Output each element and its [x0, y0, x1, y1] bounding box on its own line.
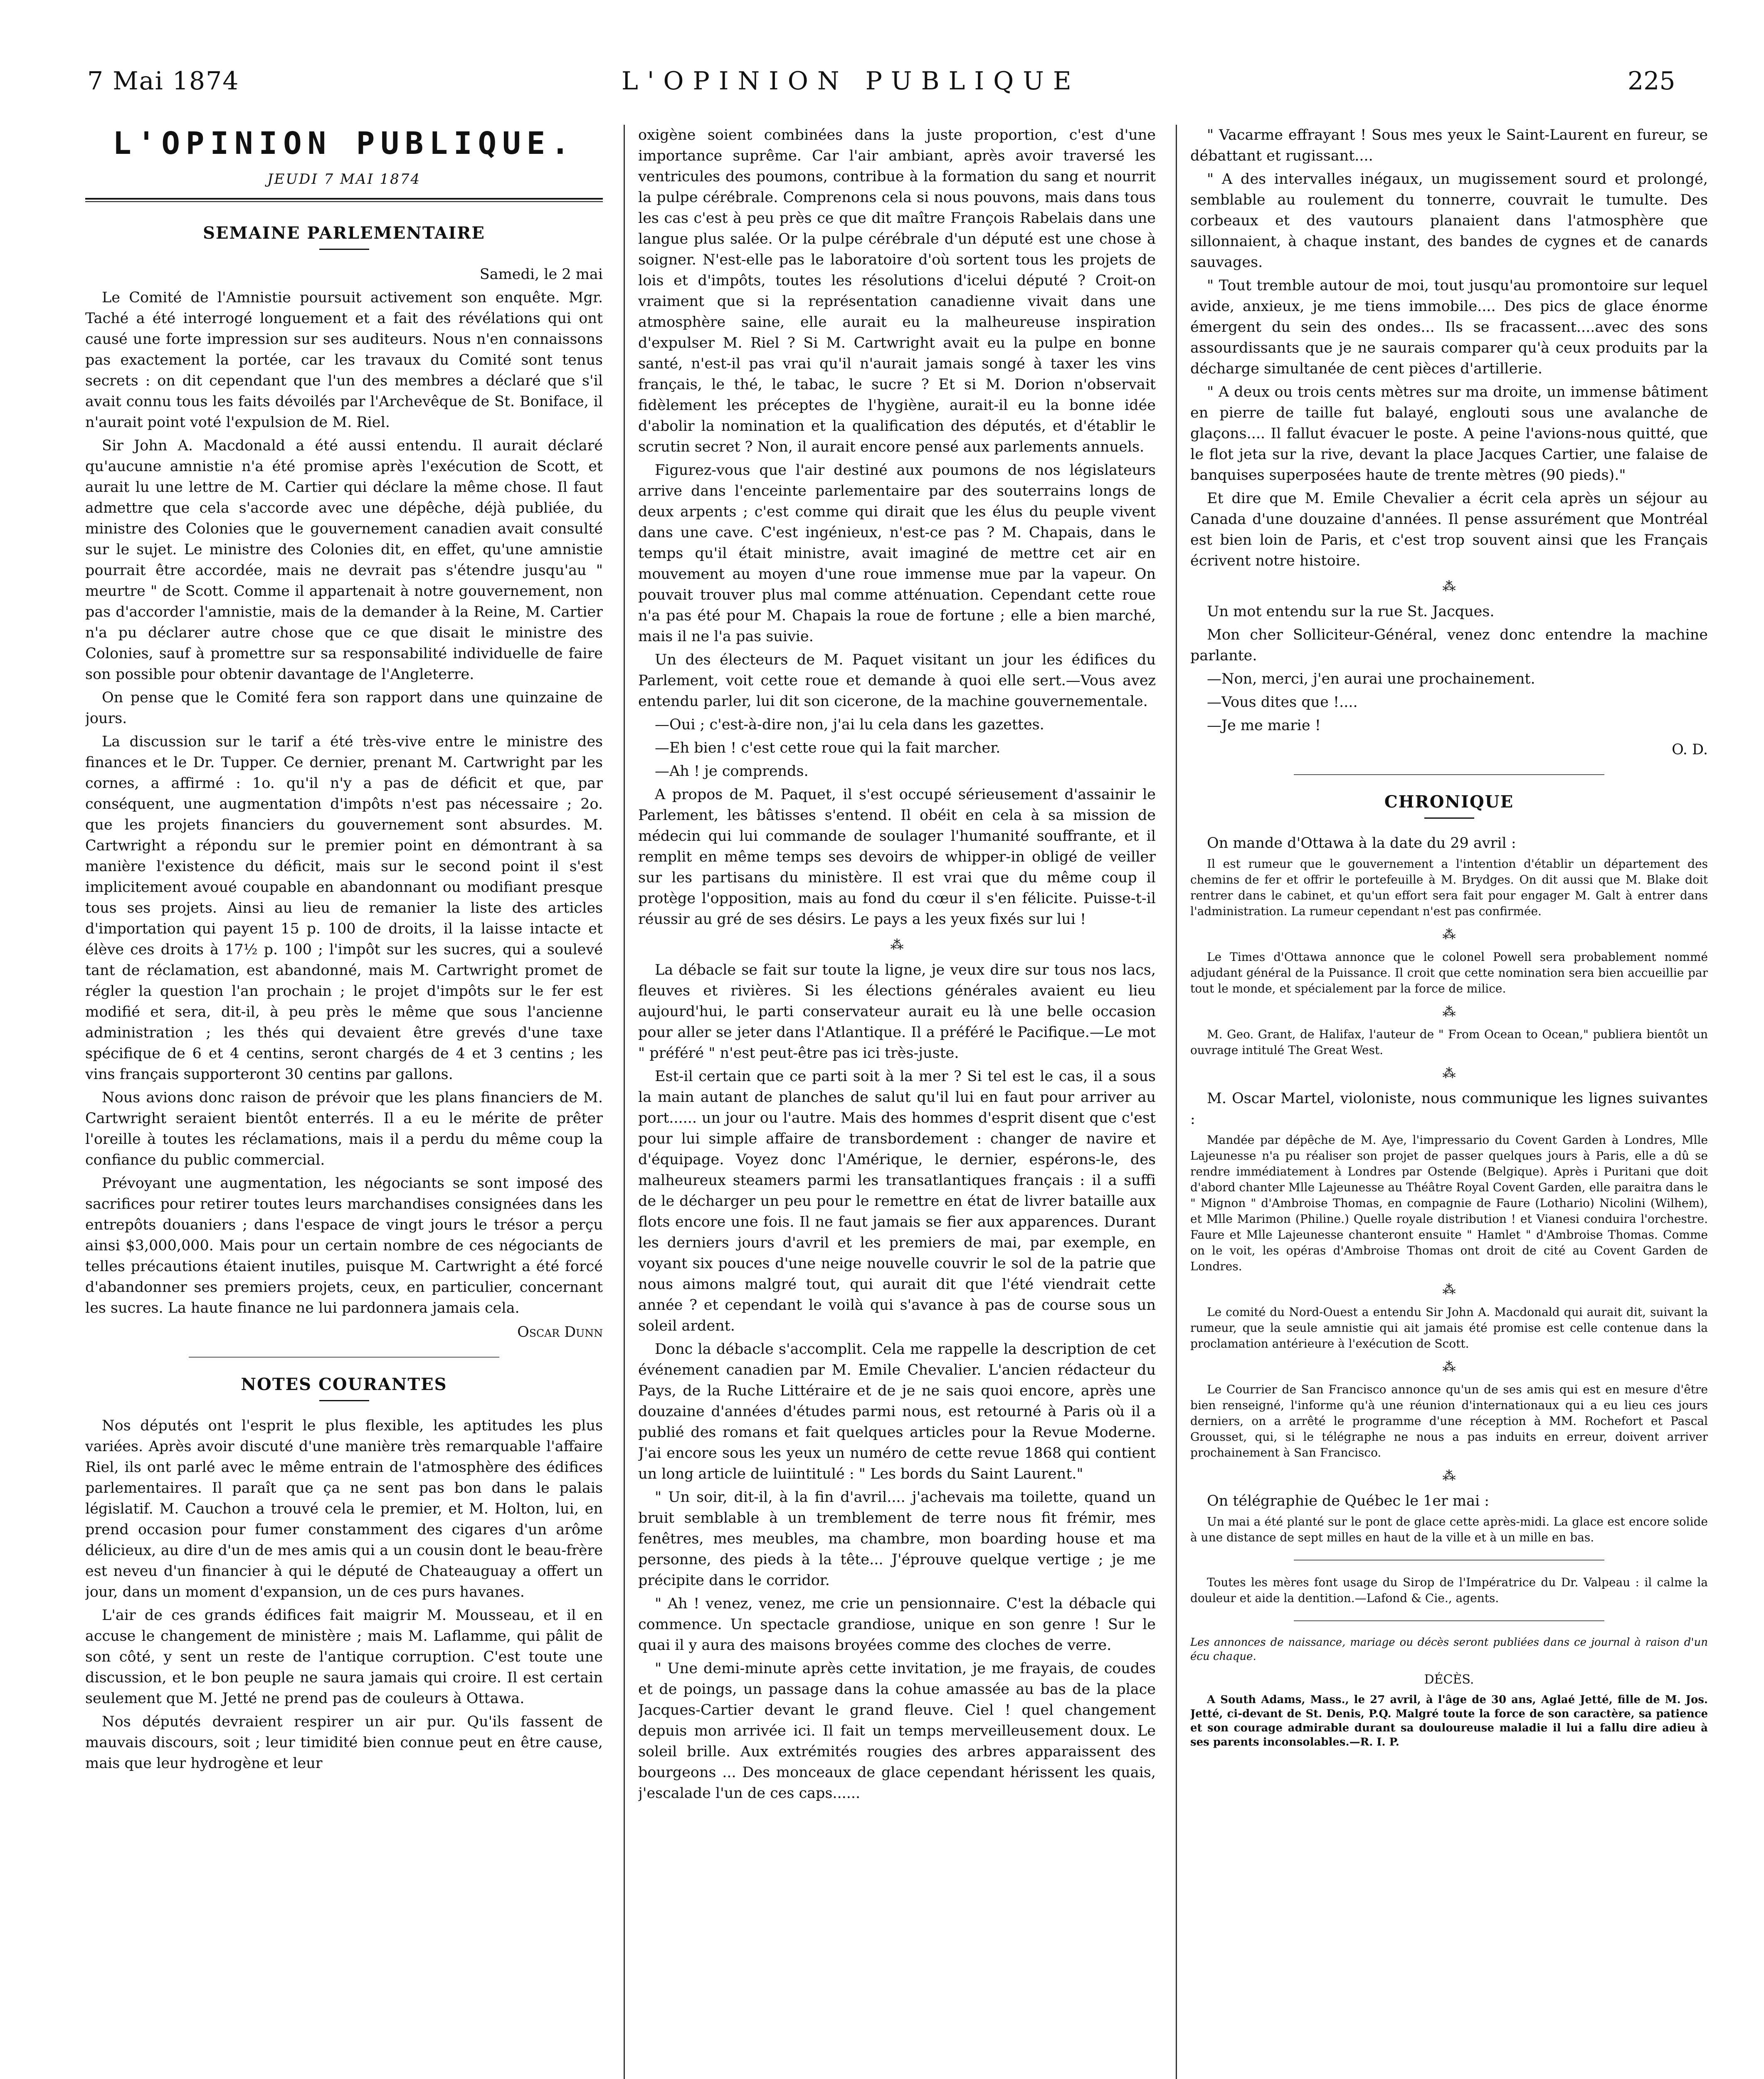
- semaine-signature: Oscar Dunn: [517, 1324, 603, 1341]
- notes-paragraph: La débacle se fait sur toute la ligne, je veux dire sur tous nos lacs, fleuves et rivières. Si les élections générales avaient eu lieu aujourd'hui, le parti conservateur aurait eu là une belle occasion pour aller se jeter dans l'Atlantique. Il a préféré le Pacifique.—Le mot " préféré " n'est peut-être pas ici très-juste.: [638, 962, 1156, 1062]
- semaine-paragraph: Le Comité de l'Amnistie poursuit activement son enquête. Mgr. Taché a été interrogé longuement et a fait des révélations qui ont causé une forte impression sur ses auditeurs. Nous n'en connaissons pas exactement la portée, car les travaux du Comité sont tenus secrets : on dit cependant que l'un des membres a déclaré que s'il avait connu tous les faits dévoilés par l'Archevêque de St. Boniface, il n'aurait point voté l'expulsion de M. Riel.: [85, 289, 603, 431]
- notes-paragraph: Un des électeurs de M. Paquet visitant un jour les édifices du Parlement, voit cette roue et demande à quoi elle sert.—Vous avez entendu parler, lui dit son cicerone, de la machine gouvernementale.: [638, 652, 1156, 710]
- column-divider-2: [1176, 125, 1177, 2079]
- notes-paragraph: A propos de M. Paquet, il s'est occupé sérieusement d'assainir le Parlement, les bâtisses s'entend. Il obéit en cela à sa mission de médecin qui lui commande de soulager l'humanité souffrante, et il remplit en même temps ses devoirs de whipper-in obligé de veiller sur les partisans du ministère. Il est vrai que du même coup il protège l'opposition, mais au fond du cœur il s'en félicite. Puisse-t-il réussir au gré de ses désirs. Le pays a les yeux fixés sur lui !: [638, 786, 1156, 928]
- quotation-paragraph: " Ah ! venez, venez, me crie un pensionnaire. C'est la débacle qui commence. Un spectacle grandiose, unique en son genre ! Sur le quai il y aura des maisons broyées comme des cloches de verre.: [638, 1595, 1156, 1654]
- asterism-separator: ⁂: [1442, 1065, 1456, 1081]
- quotation-paragraph: " Tout tremble autour de moi, tout jusqu'au promontoire sur lequel avide, anxieux, je me tiens immobile.... Des pics de glace énorme émergent du sein des ondes... Ils se fracassent....avec des sons assourdissants que je ne saurais comparer qu'à ceux produits par la décharge simultanée de cent pièces d'artillerie.: [1190, 277, 1708, 377]
- chronique-paragraph: M. Geo. Grant, de Halifax, l'auteur de " From Ocean to Ocean," publiera bientôt un ouvrage intitulé The Great West.: [1190, 1027, 1708, 1057]
- asterism-separator: ⁂: [1442, 578, 1456, 594]
- section-divider: [189, 1357, 499, 1358]
- asterism-separator: ⁂: [1442, 1004, 1456, 1020]
- notes-paragraph: L'air de ces grands édifices fait maigrir M. Mousseau, et il en accuse le changement de ministère ; mais M. Laflamme, qui pâlit de son côté, y sent un reste de l'antique corruption. C'est toute une discussion, et le bon peuple ne saura jamais qui croire. Il est certain seulement que M. Jetté ne prend pas de couleurs à Ottawa.: [85, 1607, 603, 1707]
- title-rule: [319, 249, 369, 250]
- chronique-paragraph: Il est rumeur que le gouvernement a l'intention d'établir un département des chemins de fer et offrir le portefeuille à M. Brydges. On dit aussi que M. Blake doit rentrer dans le cabinet, et qu'un effort sera fait pour engager M. Galt à entrer dans l'administration. La rumeur cependant n'est pas confirmée.: [1190, 857, 1708, 918]
- section-divider: [1294, 774, 1604, 775]
- quotation-paragraph: " A deux ou trois cents mètres sur ma droite, un immense bâtiment en pierre de taille fut balayé, englouti sous une avalanche de glaçons.... Il fallut évacuer le poste. A peine l'avions-nous quitté, que le flot jeta sur la rive, devant la place Jacques Cartier, une falaise de banquises superposées haute de trente mètres (90 pieds).": [1190, 384, 1708, 484]
- asterism-separator: ⁂: [1442, 1468, 1456, 1484]
- asterism-separator: ⁂: [1442, 926, 1456, 942]
- notes-paragraph: Nos députés devraient respirer un air pur. Qu'ils fassent de mauvais discours, soit ; leur timidité bien connue peut en être cause, mais que leur hydrogène et leur: [85, 1714, 603, 1772]
- asterism-separator: ⁂: [890, 937, 904, 953]
- dialogue-line: —Je me marie !: [1207, 717, 1321, 734]
- semaine-paragraph: La discussion sur le tarif a été très-vive entre le ministre des finances et le Dr. Tupper. Ce dernier, prenant M. Cartwright par les cornes, a affirmé : 1o. qu'il n'y a pas de déficit et que, par conséquent, une augmentation d'impôts n'est pas nécessaire ; 2o. que les projets financiers du gouvernement sont absurdes. M. Cartwright a répondu sur le premier point en démontrant à sa manière l'existence du déficit, mais sur le second point il s'est implicitement avoué coupable en abandonnant ou modifiant presque tous ses projets. Ainsi au lieu de remanier la liste des articles d'importation qui payent 15 p. 100 de droits, il la laisse intacte et élève ces droits à 17½ p. 100 ; l'impôt sur les sucres, qui a soulevé tant de réclamation, est abandonné, mais M. Cartwright promet de régler la question l'an prochain ; le projet d'impôts sur le fer est modifié et sera, dit-il, à peu près le même que sous l'ancienne administration ; les thés qui devaient être grevés d'une taxe spécifique de 6 et 4 centins, seront chargés de 4 et 3 centins ; les vins français supporteront 30 centins par gallons.: [85, 733, 603, 1083]
- chronique-paragraph: Un mai a été planté sur le pont de glace cette après-midi. La glace est encore solide à une distance de sept milles en haut de la ville et à un mille en bas.: [1190, 1515, 1708, 1544]
- dialogue-line: —Non, merci, j'en aurai une prochainement.: [1207, 671, 1535, 687]
- issue-dateline: JEUDI 7 MAI 1874: [267, 171, 421, 188]
- chronique-paragraph: On télégraphie de Québec le 1er mai :: [1207, 1493, 1490, 1509]
- chronique-paragraph: Mandée par dépêche de M. Aye, l'impressario du Covent Garden à Londres, Mlle Lajeunesse n'a pu réaliser son projet de passer quelques jours à Paris, elle a dû se rendre immédiatement à Londres par Ostende (Belgique). Après i Puritani que doit d'abord chanter Mlle Lajeunesse au Théâtre Royal Covent Garden, elle paraitra dans le " Mignon " d'Ambroise Thomas, en compagnie de Faure (Lothario) Nicolini (Wilhem), et Mlle Marimon (Philine.) Quelle royale distribution ! et Vianesi conduira l'orchestre. Faure et Mlle Lajeunesse chanteront ensuite " Hamlet " d'Ambroise Thomas. Comme on le voit, les opéras d'Ambroise Thomas ont droit de cité au Covent Garden de Londres.: [1190, 1133, 1708, 1273]
- column-divider-1: [624, 125, 625, 2079]
- notes-paragraph: Un mot entendu sur la rue St. Jacques.: [1207, 603, 1495, 620]
- notes-paragraph: Et dire que M. Emile Chevalier a écrit cela après un séjour au Canada d'une douzaine d'années. Il pense assurément que Montréal est bien loin de Paris, et c'est trop souvent ainsi que les Français écrivent notre histoire.: [1190, 490, 1708, 569]
- header-page-number: 225: [1628, 67, 1675, 96]
- asterism-separator: ⁂: [1442, 1359, 1456, 1375]
- quotation-paragraph: " Une demi-minute après cette invitation, je me frayais, de coudes et de poings, un passage dans la cohue amassée au bas de la place Jacques-Cartier devant le grand fleuve. Ciel ! quel changement depuis mon arrivée ici. Il fait un temps merveilleusement doux. Le soleil brille. Aux extrémités rougies des arbres apparaissent des bourgeons ... Des monceaux de glace cependant hérissent les quais, j'escalade l'un de ces caps......: [638, 1660, 1156, 1802]
- notes-paragraph: Est-il certain que ce parti soit à la mer ? Si tel est le cas, il a sous la main autant de planches de salut qu'il lui en faut pour arriver au port...... un jour ou l'autre. Mais des hommes d'esprit disent que c'est pour lui simple affaire de transbordement : changer de navire et d'équipage. Voyez donc l'Amérique, le dernier, espérons-le, des malheureux steamers parmi les transatlantiques français : il a suffi de le décharger un peu pour le remettre en état de livrer bataille aux flots encore une fois. Il ne faut jamais se fier aux apparences. Durant les derniers jours d'avril et les premiers de mai, par exemple, en voyant six pouces d'une neige nouvelle couvrir le sol de la patrie que nous aimons malgré tout, qui aurait dit que l'été viendrait cette année ? et cependant le voilà qui s'avance à pas de course sous un soleil ardent.: [638, 1068, 1156, 1334]
- notes-paragraph: Nos députés ont l'esprit le plus flexible, les aptitudes les plus variées. Après avoir discuté d'une manière très remarquable l'affaire Riel, ils ont parlé avec le même entrain de l'atmosphère des édifices parlementaires. Il paraît que ça ne sent pas bon dans le palais législatif. M. Cauchon a trouvé cela le premier, et M. Holton, lui, en prend occasion pour fumer constamment des cigares d'un arôme délicieux, au dire d'un de mes amis qui a un cousin dont le beau-frère est neveu d'un financier à qui le député de Chateauguay a offert un jour, dans un moment d'expansion, un de ces purs havanes.: [85, 1417, 603, 1600]
- notes-paragraph: Donc la débacle s'accomplit. Cela me rappelle la description de cet événement canadien par M. Emile Chevalier. L'ancien rédacteur du Pays, de la Ruche Littéraire et de je ne sais quoi encore, après une douzaine d'années d'études parmi nous, est retourné à Paris où il a publié des romans et fait quelques articles pour la Revue Moderne. J'ai encore sous les yeux un numéro de cette revue 1868 qui contient un long article de luiintitulé : " Les bords du Saint Laurent.": [638, 1341, 1156, 1482]
- quotation-paragraph: " A des intervalles inégaux, un mugissement sourd et prolongé, semblable au roulement du tonnerre, couvrait le tumulte. Des corbeaux et des vautours planaient dans l'atmosphère que sillonnaient, à chaque instant, des bandes de cygnes et de canards sauvages.: [1190, 171, 1708, 271]
- column-3: [1190, 125, 1708, 2079]
- column-1: [85, 125, 603, 2079]
- masthead-rule: [85, 198, 603, 202]
- section-divider: [1294, 1620, 1604, 1621]
- deces-notice: A South Adams, Mass., le 27 avril, à l'âge de 30 ans, Aglaé Jetté, fille de M. Jos. Jetté, ci-devant de St. Denis, P.Q. Malgré toute la force de son caractère, sa patience et son courage admirable durant sa douloureuse maladie il lui a fallu dire adieu à ses parents inconsolables.—R. I. P.: [1190, 1694, 1708, 1748]
- semaine-title: SEMAINE PARLEMENTAIRE: [203, 223, 485, 243]
- notes-paragraph: Mon cher Solliciteur-Général, venez donc entendre la machine parlante.: [1190, 627, 1708, 664]
- notes-title: NOTES COURANTES: [241, 1375, 447, 1394]
- chronique-paragraph: M. Oscar Martel, violoniste, nous communique les lignes suivantes :: [1190, 1090, 1708, 1128]
- title-rule: [319, 1400, 369, 1401]
- quotation-paragraph: " Un soir, dit-il, à la fin d'avril.... j'achevais ma toilette, quand un bruit semblable à un tremblement de terre nous fit frémir, mes fenêtres, mes meubles, ma chambre, mon boarding house et ma personne, des pieds à la tête... J'éprouve quelque vertige ; je me précipite dans le corridor.: [638, 1489, 1156, 1589]
- masthead: L'OPINION PUBLIQUE.: [113, 126, 575, 161]
- semaine-paragraph: On pense que le Comité fera son rapport dans une quinzaine de jours.: [85, 689, 603, 727]
- chronique-title: CHRONIQUE: [1384, 792, 1514, 812]
- dialogue-line: —Eh bien ! c'est cette roue qui la fait marcher.: [655, 740, 1001, 756]
- chronique-paragraph: Le Courrier de San Francisco annonce qu'un de ses amis qui est en mesure d'être bien renseigné, l'informe qu'à une réunion d'internationaux qui a eu lieu ces jours derniers, on a arrêté le programme d'une réception à MM. Rochefort et Pascal Grousset, qui, si le télégraphe ne nous a pas induits en erreur, doivent arriver prochainement à San Francisco.: [1190, 1383, 1708, 1459]
- chronique-paragraph: Le comité du Nord-Ouest a entendu Sir John A. Macdonald qui aurait dit, suivant la rumeur, que la seule amnistie qui ait jamais été promise est celle contenue dans la proclamation antérieure à l'exécution de Scott.: [1190, 1305, 1708, 1351]
- semaine-paragraph: Sir John A. Macdonald a été aussi entendu. Il aurait déclaré qu'aucune amnistie n'a été promise après l'exécution de Scott, et aurait lu une lettre de M. Cartier qui déclare la même chose. Il faut admettre que cela s'accorde avec une dépêche, déjà publiée, du ministre des Colonies que le gouvernement canadien avait consulté sur le sujet. Le ministre des Colonies dit, en effet, qu'une amnistie pourrait être accordée, mais ne devrait pas s'étendre jusqu'au " meurtre " de Scott. Comme il appartenait à notre gouvernement, non pas d'accorder l'amnistie, mais de la demander à la Reine, M. Cartier n'a pu déclarer autre chose que ce que disait le ministre des Colonies, sauf à promettre sur sa responsabilité individuelle de faire son possible pour obtenir davantage de l'Angleterre.: [85, 437, 603, 683]
- asterism-separator: ⁂: [1442, 1281, 1456, 1297]
- dialogue-line: —Ah ! je comprends.: [655, 763, 809, 780]
- notes-paragraph: oxigène soient combinées dans la juste proportion, c'est d'une importance suprême. Car l'air ambiant, après avoir traversé les ventricules des poumons, contribue à la formation du sang et nourrit la pulpe cérébrale. Comprenons cela si nous pouvons, mais dans tous les cas c'est à peu près ce que dit maître François Rabelais dans une langue plus salée. Or la pulpe cérébrale d'un député est une chose à soigner. N'est-elle pas le laboratoire d'où sortent tous les projets de lois et d'impôts, toutes les résolutions d'icelui député ? Croit-on vraiment que si la représentation canadienne vivait dans une atmosphère saine, elle aurait eu la malheureuse inspiration d'expulser M. Riel ? Si M. Cartwright avait eu la pulpe en bonne santé, n'est-il pas vrai qu'il n'aurait jamais songé à taxer les vins français, le thé, le tabac, le sucre ? Et si M. Dorion n'observait fidèlement les préceptes de l'hygiène, aurait-il eu la bonne idée d'abolir la nomination et la qualification des députés, et d'établir le scrutin secret ? Non, il aurait encore pensé aux parlements annuels.: [638, 127, 1156, 455]
- semaine-paragraph: Prévoyant une augmentation, les négociants se sont imposé des sacrifices pour retirer toutes leurs marchandises consignées dans les entrepôts douaniers ; dans l'espace de vingt jours le trésor a perçu ainsi $3,000,000. Mais pour un certain nombre de ces négociants de telles précautions étaient inutiles, puisque M. Cartwright a été forcé d'abandonner ses premiers projets, ceux, en particulier, concernant les sucres. La haute finance ne lui pardonnera jamais cela.: [85, 1175, 603, 1316]
- quotation-paragraph: " Vacarme effrayant ! Sous mes yeux le Saint-Laurent en fureur, se débattant et rugissant....: [1190, 127, 1708, 164]
- advertisement: Toutes les mères font usage du Sirop de l'Impératrice du Dr. Valpeau : il calme la douleur et aide la dentition.—Lafond & Cie., agents.: [1190, 1575, 1708, 1605]
- header-title: L'OPINION PUBLIQUE: [622, 67, 1081, 96]
- announcement-notice: Les annonces de naissance, mariage ou décès seront publiées dans ce journal à raison d'un écu chaque.: [1190, 1636, 1708, 1663]
- column-2: [638, 125, 1156, 2079]
- chronique-paragraph: Le Times d'Ottawa annonce que le colonel Powell sera probablement nommé adjudant général de la Puissance. Il croit que cette nomination sera bien accueillie par tout le monde, et spécialement par la force de milice.: [1190, 950, 1708, 995]
- title-rule: [1424, 817, 1474, 819]
- dialogue-line: —Vous dites que !....: [1207, 694, 1358, 711]
- deces-title: DÉCÈS.: [1424, 1672, 1474, 1687]
- dialogue-line: —Oui ; c'est-à-dire non, j'ai lu cela dans les gazettes.: [655, 716, 1044, 733]
- header-date: 7 Mai 1874: [87, 67, 239, 96]
- semaine-paragraph: Nous avions donc raison de prévoir que les plans financiers de M. Cartwright seraient bientôt enterrés. Il a eu le mérite de prêter l'oreille à toutes les réclamations, mais il a perdu du même coup la confiance du public commercial.: [85, 1089, 603, 1168]
- notes-paragraph: Figurez-vous que l'air destiné aux poumons de nos législateurs arrive dans l'enceinte parlementaire par des souterrains longs de deux arpents ; c'est comme qui dirait que les élus du peuple vivent dans une cave. C'est ingénieux, n'est-ce pas ? M. Chapais, dans le temps qu'il était ministre, avait imaginé de mettre cet air en mouvement au moyen d'une roue immense mue par la vapeur. On pouvait trouver plus mal comme atténuation. Cependant cette roue n'a pas été pour M. Chapais la roue de fortune ; elle a bien marché, mais il ne l'a pas suivie.: [638, 462, 1156, 645]
- semaine-date: Samedi, le 2 mai: [479, 266, 603, 283]
- chronique-paragraph: On mande d'Ottawa à la date du 29 avril :: [1207, 835, 1516, 852]
- page-header: [0, 0, 1764, 104]
- notes-signature: O. D.: [1672, 741, 1708, 758]
